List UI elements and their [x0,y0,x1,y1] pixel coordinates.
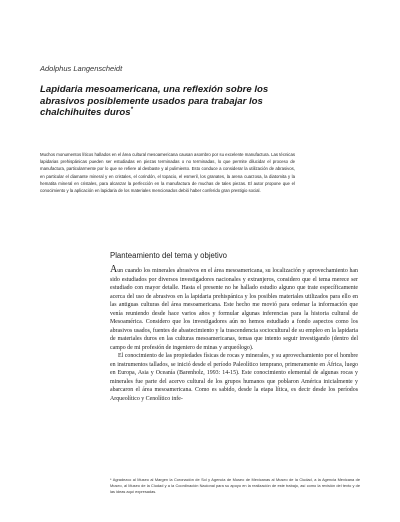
section-title: Planteamiento del tema y objetivo [110,251,228,260]
paragraph-2: El conocimiento de las propiedades físicas de rocas y minerales, y su aprovechamiento por el hombre en instrumentos tallados, se inició desde el período Paleolítico temprano, primeramente en África, luego en Europa, Asia y Oceanía (Barenholz, 1993: 14-15). Este conocimiento elemental de algunas rocas y minerales fue parte del acervo cultural de los grupos humanos que poblaron América inicialmente y abarcaron el área mesoamericana. Como es sabido, desde la etapa lítica, es decir desde los períodos Arqueolítico y Cenolítico infe- [110,353,358,402]
abstract: Muchos monumentos líticos hallados en el área cultural mesoamericana causan asombro por su excelente manufactura. Las técnicas lapidarias prehispánicas pueden ser estudiadas en piezas terminadas o no terminadas, lo que permite dilucidar el proceso de manufactura, particularmente por lo que se refiere al desbaste y al pulimiento. Esto conduce a considerar la utilización de abrasivos, en particular el diamante mineral y en cristales, el corindón, el topacio, el esmeril, los granates, la arena cuarzosa, la diatomita y la hematita mineral en cristales, para alcanzar la perfección en la manufactura de muchas de tales piezas. El autor propone que el conocimiento y la aplicación en lapidaria de los materiales mencionados debió haber conferido gran prestigio social. [40,152,295,194]
author-name: Adolphus Langenscheidt [40,64,123,73]
drop-cap: A [110,264,118,275]
paragraph-1-text: un cuando los minerales abrasivos en el área mesoamericana, su localización y aprovechamiento han sido estudiados por diversos investigadores nacionales y extranjeros, considero que el tema merece ser estudiado con mayor detalle. Hasta el presente no he hallado estudio alguno que trate específicamente acerca del uso de abrasivos en la lapidaria prehispánica y los posibles materiales utilizados para ello en las antiguas culturas del área mesoamericana. Este hecho me movió para ordenar la información que venía reuniendo desde hace varios años y formular algunas inferencias para la historia cultural de Mesoamérica. Considero que los investigadores aún no hemos estudiado a fondo aspectos como los abrasivos usados, fuentes de abastecimiento y la trascendencia sociocultural de su empleo en la lapidaria de materiales duros en las culturas mesoamericanas, temas que intento seguir investigando (dentro del campo de mi profesión de ingeniero de minas y arqueólogo). [110,268,358,351]
article-body [110,266,358,403]
article-title [40,84,290,119]
paragraph-1 [110,266,358,352]
footnote: * Agradezco al Museo al Margen la Coronación de Sol y Agencia de Museo de Mexicanas al Museo de la Ciudad, a la Agencia Mexicana de Museo, al Museo de la Ciudad y a la Coordinación Nacional para su apoyo en la realización de este trabajo, así como la revisión del texto y de las ideas aquí expresadas. [110,477,360,494]
title-footnote-marker: * [130,106,133,113]
article-title-text: Lapidaria mesoamericana, una reflexión sobre los abrasivos posiblemente usados para trabajar los chalchihuites duros [40,84,269,118]
